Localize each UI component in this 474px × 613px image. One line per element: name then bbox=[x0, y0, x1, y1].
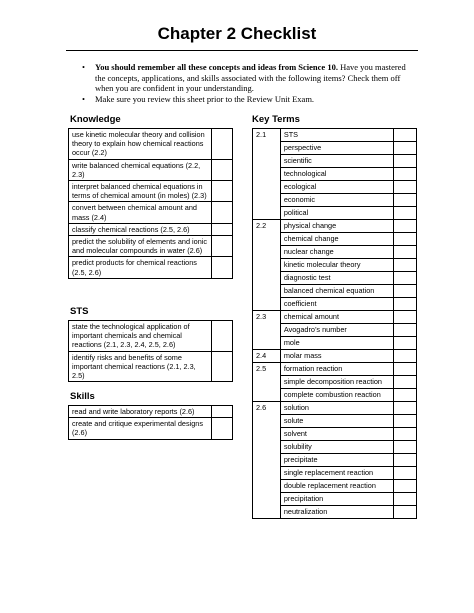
checkbox-cell[interactable] bbox=[394, 480, 417, 493]
checklist-item-text: create and critique experimental designs (2.6) bbox=[69, 418, 212, 439]
checklist-row bbox=[69, 159, 233, 180]
key-term: political bbox=[280, 207, 393, 220]
instruction-item bbox=[70, 94, 418, 105]
checkbox-cell[interactable] bbox=[394, 506, 417, 519]
section-number: 2.5 bbox=[253, 363, 281, 402]
checklist-item-text: convert between chemical amount and mass (2.4) bbox=[69, 202, 212, 223]
key-term: solution bbox=[280, 402, 393, 415]
key-term: double replacement reaction bbox=[280, 480, 393, 493]
sts-table bbox=[68, 320, 233, 382]
key-term: nuclear change bbox=[280, 246, 393, 259]
checkbox-cell[interactable] bbox=[394, 350, 417, 363]
checklist-item-text: identify risks and benefits of some important chemical reactions (2.1, 2.3, 2.5) bbox=[69, 351, 212, 382]
checklist-row bbox=[69, 406, 233, 418]
checkbox-cell[interactable] bbox=[394, 246, 417, 259]
instruction-strong: You should remember all these concepts and ideas from Science 10. bbox=[95, 62, 338, 72]
checklist-row bbox=[69, 202, 233, 223]
key-term: ecological bbox=[280, 181, 393, 194]
key-term: balanced chemical equation bbox=[280, 285, 393, 298]
checkbox-cell[interactable] bbox=[212, 129, 233, 160]
section-number: 2.2 bbox=[253, 220, 281, 311]
instruction-text: Have you mastered the concepts, applications, and skills associated with the following items? Check them off when you are confident in your understanding. bbox=[95, 62, 406, 93]
key-term: precipitate bbox=[280, 454, 393, 467]
key-term: chemical change bbox=[280, 233, 393, 246]
key-term: molar mass bbox=[280, 350, 393, 363]
key-term: economic bbox=[280, 194, 393, 207]
key-term: solvent bbox=[280, 428, 393, 441]
checklist-row bbox=[69, 351, 233, 382]
key-term: physical change bbox=[280, 220, 393, 233]
instruction-text: Make sure you review this sheet prior to the Review Unit Exam. bbox=[95, 93, 315, 104]
key-terms-heading: Key Terms bbox=[252, 114, 300, 125]
key-term: technological bbox=[280, 168, 393, 181]
title-rule bbox=[66, 50, 418, 51]
checkbox-cell[interactable] bbox=[212, 257, 233, 278]
section-number: 2.4 bbox=[253, 350, 281, 363]
key-term: solute bbox=[280, 415, 393, 428]
checkbox-cell[interactable] bbox=[212, 223, 233, 235]
key-term: single replacement reaction bbox=[280, 467, 393, 480]
instruction-item bbox=[70, 62, 418, 94]
checkbox-cell[interactable] bbox=[394, 467, 417, 480]
instructions-list bbox=[70, 62, 418, 104]
knowledge-heading: Knowledge bbox=[70, 114, 121, 125]
checkbox-cell[interactable] bbox=[394, 194, 417, 207]
key-term-row bbox=[253, 311, 417, 324]
key-term-row bbox=[253, 220, 417, 233]
key-term: mole bbox=[280, 337, 393, 350]
checkbox-cell[interactable] bbox=[394, 389, 417, 402]
checkbox-cell[interactable] bbox=[394, 285, 417, 298]
checkbox-cell[interactable] bbox=[394, 441, 417, 454]
checkbox-cell[interactable] bbox=[212, 202, 233, 223]
key-term: chemical amount bbox=[280, 311, 393, 324]
skills-heading: Skills bbox=[70, 391, 95, 402]
checkbox-cell[interactable] bbox=[394, 272, 417, 285]
checklist-row bbox=[69, 321, 233, 352]
checklist-row bbox=[69, 129, 233, 160]
checklist-row bbox=[69, 236, 233, 257]
checkbox-cell[interactable] bbox=[212, 406, 233, 418]
checklist-item-text: state the technological application of important chemicals and chemical reactions (2.1, 2.3, 2.4, 2.5, 2.6) bbox=[69, 321, 212, 352]
checkbox-cell[interactable] bbox=[394, 298, 417, 311]
checkbox-cell[interactable] bbox=[394, 493, 417, 506]
checkbox-cell[interactable] bbox=[212, 418, 233, 439]
key-term: kinetic molecular theory bbox=[280, 259, 393, 272]
checklist-item-text: write balanced chemical equations (2.2, 2.3) bbox=[69, 159, 212, 180]
checkbox-cell[interactable] bbox=[394, 155, 417, 168]
checkbox-cell[interactable] bbox=[394, 376, 417, 389]
section-number: 2.1 bbox=[253, 129, 281, 220]
key-term-row bbox=[253, 402, 417, 415]
checklist-item-text: classify chemical reactions (2.5, 2.6) bbox=[69, 223, 212, 235]
checklist-row bbox=[69, 181, 233, 202]
key-term: scientific bbox=[280, 155, 393, 168]
checkbox-cell[interactable] bbox=[212, 236, 233, 257]
checkbox-cell[interactable] bbox=[394, 402, 417, 415]
key-term: precipitation bbox=[280, 493, 393, 506]
checkbox-cell[interactable] bbox=[394, 454, 417, 467]
key-term: Avogadro’s number bbox=[280, 324, 393, 337]
checkbox-cell[interactable] bbox=[394, 220, 417, 233]
sts-heading: STS bbox=[70, 306, 89, 317]
bullet-icon: • bbox=[82, 93, 85, 104]
checkbox-cell[interactable] bbox=[394, 129, 417, 142]
checklist-item-text: interpret balanced chemical equations in terms of chemical amount (in moles) (2.3) bbox=[69, 181, 212, 202]
key-term-row bbox=[253, 129, 417, 142]
checklist-row bbox=[69, 418, 233, 439]
checkbox-cell[interactable] bbox=[394, 415, 417, 428]
checklist-item-text: predict products for chemical reactions (2.5, 2.6) bbox=[69, 257, 212, 278]
checkbox-cell[interactable] bbox=[394, 233, 417, 246]
key-term: diagnostic test bbox=[280, 272, 393, 285]
checkbox-cell[interactable] bbox=[212, 159, 233, 180]
checkbox-cell[interactable] bbox=[212, 321, 233, 352]
key-terms-table bbox=[252, 128, 417, 519]
checkbox-cell[interactable] bbox=[212, 351, 233, 382]
key-term-row bbox=[253, 363, 417, 376]
key-term: complete combustion reaction bbox=[280, 389, 393, 402]
checkbox-cell[interactable] bbox=[212, 181, 233, 202]
key-term: solubility bbox=[280, 441, 393, 454]
skills-table bbox=[68, 405, 233, 440]
section-number: 2.6 bbox=[253, 402, 281, 519]
key-term: STS bbox=[280, 129, 393, 142]
checkbox-cell[interactable] bbox=[394, 324, 417, 337]
checkbox-cell[interactable] bbox=[394, 363, 417, 376]
bullet-icon: • bbox=[82, 62, 85, 72]
checkbox-cell[interactable] bbox=[394, 181, 417, 194]
checkbox-cell[interactable] bbox=[394, 428, 417, 441]
key-term: simple decomposition reaction bbox=[280, 376, 393, 389]
checklist-row bbox=[69, 223, 233, 235]
key-term-row bbox=[253, 350, 417, 363]
key-term: perspective bbox=[280, 142, 393, 155]
checklist-item-text: read and write laboratory reports (2.6) bbox=[69, 406, 212, 418]
key-term: neutralization bbox=[280, 506, 393, 519]
checkbox-cell[interactable] bbox=[394, 337, 417, 350]
checkbox-cell[interactable] bbox=[394, 207, 417, 220]
checklist-item-text: predict the solubility of elements and ionic and molecular compounds in water (2.6) bbox=[69, 236, 212, 257]
checkbox-cell[interactable] bbox=[394, 168, 417, 181]
checklist-row bbox=[69, 257, 233, 278]
checkbox-cell[interactable] bbox=[394, 142, 417, 155]
checkbox-cell[interactable] bbox=[394, 259, 417, 272]
page-title: Chapter 2 Checklist bbox=[157, 24, 317, 43]
key-term: coefficient bbox=[280, 298, 393, 311]
checklist-item-text: use kinetic molecular theory and collision theory to explain how chemical reactions occur (2.2) bbox=[69, 129, 212, 160]
key-term: formation reaction bbox=[280, 363, 393, 376]
knowledge-table bbox=[68, 128, 233, 279]
checkbox-cell[interactable] bbox=[394, 311, 417, 324]
section-number: 2.3 bbox=[253, 311, 281, 350]
